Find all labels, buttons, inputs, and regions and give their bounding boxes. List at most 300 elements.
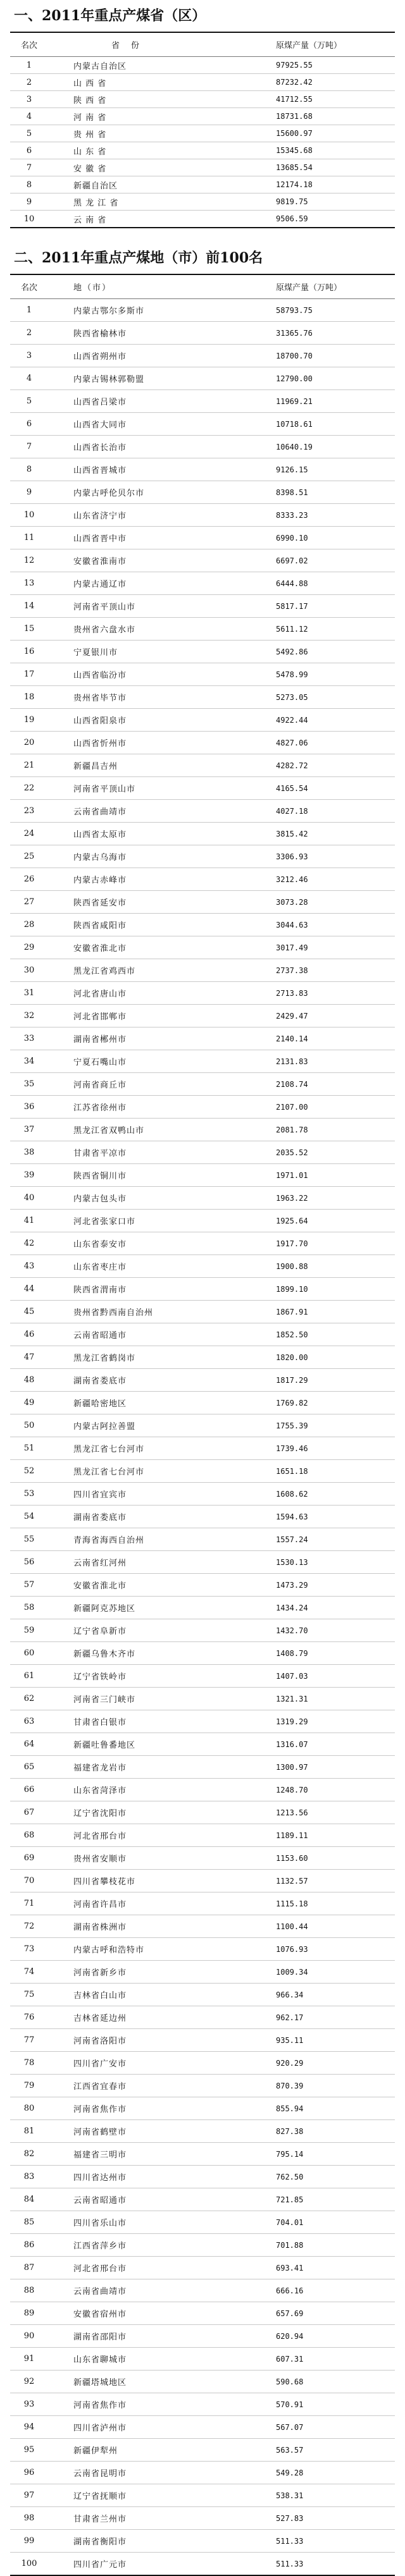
output-cell: 4827.06 <box>238 732 395 754</box>
rank-cell: 8 <box>10 458 48 481</box>
rank-cell: 85 <box>10 2211 48 2234</box>
table-row <box>10 2075 395 2097</box>
rank-cell: 24 <box>10 823 48 845</box>
rank-cell: 97 <box>10 2484 48 2507</box>
output-cell: 1769.82 <box>238 1392 395 1414</box>
output-cell: 1473.29 <box>238 1574 395 1597</box>
name-cell: 内蒙古锡林郭勒盟 <box>48 367 238 390</box>
name-cell: 山西省朔州市 <box>48 345 238 367</box>
rank-cell: 9 <box>10 193 48 211</box>
output-cell: 666.16 <box>238 2279 395 2302</box>
table-row <box>10 1073 395 1096</box>
rank-cell: 82 <box>10 2143 48 2166</box>
table-row <box>10 345 395 367</box>
output-cell: 1432.70 <box>238 1619 395 1642</box>
rank-cell: 71 <box>10 1892 48 1915</box>
table-row <box>10 1369 395 1392</box>
name-cell: 新疆自治区 <box>48 176 238 193</box>
output-cell: 567.07 <box>238 2416 395 2439</box>
table-row <box>10 982 395 1005</box>
output-cell: 41712.55 <box>238 91 395 108</box>
output-cell: 6697.02 <box>238 549 395 572</box>
rank-cell: 33 <box>10 1027 48 1050</box>
name-cell: 新疆伊犁州 <box>48 2439 238 2462</box>
rank-cell: 43 <box>10 1255 48 1278</box>
output-cell: 620.94 <box>238 2325 395 2348</box>
name-cell: 贵州省毕节市 <box>48 686 238 709</box>
table-row <box>10 1460 395 1483</box>
rank-cell: 41 <box>10 1210 48 1232</box>
output-cell: 966.34 <box>238 1984 395 2006</box>
rank-cell: 28 <box>10 914 48 936</box>
output-cell: 10640.19 <box>238 436 395 458</box>
output-cell: 2131.83 <box>238 1050 395 1073</box>
name-cell: 湖南省株洲市 <box>48 1915 238 1938</box>
name-cell: 甘肃省平凉市 <box>48 1141 238 1164</box>
rank-cell: 29 <box>10 936 48 959</box>
output-cell: 15345.68 <box>238 142 395 159</box>
output-cell: 1009.34 <box>238 1961 395 1984</box>
name-cell: 山西省晋中市 <box>48 527 238 549</box>
table-row <box>10 1619 395 1642</box>
output-cell: 1248.70 <box>238 1779 395 1801</box>
table-row <box>10 1756 395 1779</box>
rank-cell: 14 <box>10 595 48 618</box>
table-row <box>10 1232 395 1255</box>
rank-cell: 54 <box>10 1506 48 1528</box>
table-row <box>10 504 395 527</box>
rank-cell: 63 <box>10 1710 48 1733</box>
rank-cell: 88 <box>10 2279 48 2302</box>
name-cell: 山 东 省 <box>48 142 238 159</box>
output-cell: 1300.97 <box>238 1756 395 1779</box>
table-row <box>10 2188 395 2211</box>
output-cell: 704.01 <box>238 2211 395 2234</box>
rank-cell: 4 <box>10 108 48 125</box>
name-cell: 陕西省铜川市 <box>48 1164 238 1187</box>
output-cell: 855.94 <box>238 2097 395 2120</box>
output-cell: 1213.56 <box>238 1801 395 1824</box>
name-cell: 河南省商丘市 <box>48 1073 238 1096</box>
rank-cell: 23 <box>10 800 48 823</box>
section2-title: 二、2011年重点产煤地（市）前100名 <box>14 250 263 266</box>
name-cell: 贵州省黔西南自治州 <box>48 1301 238 1323</box>
name-cell: 辽宁省阜新市 <box>48 1619 238 1642</box>
name-cell: 山西省长治市 <box>48 436 238 458</box>
name-cell: 青海省海西自治州 <box>48 1528 238 1551</box>
table-row <box>10 211 395 228</box>
table-row <box>10 823 395 845</box>
output-cell: 511.33 <box>238 2553 395 2576</box>
rank-cell: 1 <box>10 299 48 322</box>
name-cell: 湖南省衡阳市 <box>48 2530 238 2553</box>
rank-cell: 60 <box>10 1642 48 1665</box>
table-row <box>10 125 395 142</box>
table-row <box>10 2279 395 2302</box>
table-row <box>10 2348 395 2371</box>
name-cell: 内蒙古阿拉善盟 <box>48 1414 238 1437</box>
table-row <box>10 1164 395 1187</box>
output-cell: 1917.70 <box>238 1232 395 1255</box>
table-row <box>10 1278 395 1301</box>
rank-cell: 6 <box>10 142 48 159</box>
table-row <box>10 1027 395 1050</box>
table-row <box>10 1301 395 1323</box>
name-cell: 山东省枣庄市 <box>48 1255 238 1278</box>
province-output-table <box>10 32 395 228</box>
table-row <box>10 2211 395 2234</box>
name-cell: 陕西省咸阳市 <box>48 914 238 936</box>
table-row <box>10 2257 395 2279</box>
output-cell: 570.91 <box>238 2393 395 2416</box>
output-cell: 5273.05 <box>238 686 395 709</box>
output-cell: 1867.91 <box>238 1301 395 1323</box>
table-row <box>10 641 395 663</box>
table-row <box>10 2507 395 2530</box>
table-header-row <box>10 32 395 57</box>
table-row <box>10 142 395 159</box>
table-row <box>10 1506 395 1528</box>
name-cell: 内蒙古通辽市 <box>48 572 238 595</box>
table-row <box>10 2052 395 2075</box>
output-cell: 795.14 <box>238 2143 395 2166</box>
rank-cell: 93 <box>10 2393 48 2416</box>
output-cell: 527.83 <box>238 2507 395 2530</box>
name-cell: 山 西 省 <box>48 74 238 91</box>
output-cell: 3212.46 <box>238 868 395 891</box>
output-cell: 1076.93 <box>238 1938 395 1961</box>
table-row <box>10 2371 395 2393</box>
name-cell: 贵 州 省 <box>48 125 238 142</box>
rank-cell: 9 <box>10 481 48 504</box>
output-cell: 11969.21 <box>238 390 395 413</box>
table-row <box>10 527 395 549</box>
rank-cell: 94 <box>10 2416 48 2439</box>
name-cell: 陕西省延安市 <box>48 891 238 914</box>
name-cell: 安 徽 省 <box>48 159 238 176</box>
header-province: 省份 <box>48 32 238 57</box>
name-cell: 黑龙江省鸡西市 <box>48 959 238 982</box>
output-cell: 6444.88 <box>238 572 395 595</box>
name-cell: 河南省新乡市 <box>48 1961 238 1984</box>
name-cell: 山西省大同市 <box>48 413 238 436</box>
rank-cell: 77 <box>10 2029 48 2052</box>
table-row <box>10 891 395 914</box>
rank-cell: 56 <box>10 1551 48 1574</box>
output-cell: 1608.62 <box>238 1483 395 1506</box>
output-cell: 1925.64 <box>238 1210 395 1232</box>
table-header-row <box>10 274 395 299</box>
output-cell: 3815.42 <box>238 823 395 845</box>
name-cell: 黑 龙 江 省 <box>48 193 238 211</box>
name-cell: 河南省焦作市 <box>48 2097 238 2120</box>
table-row <box>10 1414 395 1437</box>
name-cell: 安徽省淮南市 <box>48 549 238 572</box>
table-row <box>10 390 395 413</box>
table-row <box>10 367 395 390</box>
name-cell: 内蒙古赤峰市 <box>48 868 238 891</box>
output-cell: 1755.39 <box>238 1414 395 1437</box>
rank-cell: 86 <box>10 2234 48 2257</box>
table-row <box>10 1483 395 1506</box>
rank-cell: 44 <box>10 1278 48 1301</box>
rank-cell: 19 <box>10 709 48 732</box>
header-output: 原煤产量（万吨） <box>238 274 395 299</box>
rank-cell: 68 <box>10 1824 48 1847</box>
name-cell: 陕西省榆林市 <box>48 322 238 345</box>
table-row <box>10 1779 395 1801</box>
output-cell: 538.31 <box>238 2484 395 2507</box>
rank-cell: 15 <box>10 618 48 641</box>
output-cell: 5478.99 <box>238 663 395 686</box>
table-row <box>10 2530 395 2553</box>
output-cell: 1899.10 <box>238 1278 395 1301</box>
name-cell: 山西省忻州市 <box>48 732 238 754</box>
name-cell: 河北省唐山市 <box>48 982 238 1005</box>
name-cell: 河南省平顶山市 <box>48 777 238 800</box>
rank-cell: 87 <box>10 2257 48 2279</box>
rank-cell: 37 <box>10 1119 48 1141</box>
output-cell: 920.29 <box>238 2052 395 2075</box>
name-cell: 黑龙江省鹤岗市 <box>48 1346 238 1369</box>
table-row <box>10 777 395 800</box>
rank-cell: 12 <box>10 549 48 572</box>
rank-cell: 8 <box>10 176 48 193</box>
name-cell: 江西省宜春市 <box>48 2075 238 2097</box>
name-cell: 云南省曲靖市 <box>48 800 238 823</box>
name-cell: 安徽省淮北市 <box>48 936 238 959</box>
name-cell: 河北省张家口市 <box>48 1210 238 1232</box>
rank-cell: 67 <box>10 1801 48 1824</box>
output-cell: 3017.49 <box>238 936 395 959</box>
output-cell: 1408.79 <box>238 1642 395 1665</box>
name-cell: 山东省济宁市 <box>48 504 238 527</box>
name-cell: 福建省龙岩市 <box>48 1756 238 1779</box>
rank-cell: 32 <box>10 1005 48 1027</box>
table-row <box>10 2029 395 2052</box>
output-cell: 607.31 <box>238 2348 395 2371</box>
output-cell: 1557.24 <box>238 1528 395 1551</box>
output-cell: 511.33 <box>238 2530 395 2553</box>
rank-cell: 57 <box>10 1574 48 1597</box>
name-cell: 山西省晋城市 <box>48 458 238 481</box>
name-cell: 新疆吐鲁番地区 <box>48 1733 238 1756</box>
table-row <box>10 686 395 709</box>
output-cell: 3073.28 <box>238 891 395 914</box>
table-row <box>10 91 395 108</box>
output-cell: 1321.31 <box>238 1688 395 1710</box>
output-cell: 693.41 <box>238 2257 395 2279</box>
table-row <box>10 1323 395 1346</box>
table-row <box>10 1187 395 1210</box>
name-cell: 四川省攀枝花市 <box>48 1870 238 1892</box>
rank-cell: 92 <box>10 2371 48 2393</box>
rank-cell: 49 <box>10 1392 48 1414</box>
name-cell: 河南省三门峡市 <box>48 1688 238 1710</box>
name-cell: 内蒙古鄂尔多斯市 <box>48 299 238 322</box>
output-cell: 721.85 <box>238 2188 395 2211</box>
name-cell: 黑龙江省七台河市 <box>48 1460 238 1483</box>
output-cell: 10718.61 <box>238 413 395 436</box>
rank-cell: 2 <box>10 322 48 345</box>
name-cell: 河南省洛阳市 <box>48 2029 238 2052</box>
output-cell: 9126.15 <box>238 458 395 481</box>
output-cell: 1594.63 <box>238 1506 395 1528</box>
output-cell: 2713.83 <box>238 982 395 1005</box>
name-cell: 内蒙古呼和浩特市 <box>48 1938 238 1961</box>
table-row <box>10 193 395 211</box>
table-row <box>10 709 395 732</box>
name-cell: 黑龙江省七台河市 <box>48 1437 238 1460</box>
name-cell: 河南省鹤壁市 <box>48 2120 238 2143</box>
output-cell: 549.28 <box>238 2462 395 2484</box>
output-cell: 9819.75 <box>238 193 395 211</box>
output-cell: 2140.14 <box>238 1027 395 1050</box>
table-row <box>10 868 395 891</box>
rank-cell: 62 <box>10 1688 48 1710</box>
table-row <box>10 1801 395 1824</box>
table-row <box>10 1938 395 1961</box>
name-cell: 山西省临汾市 <box>48 663 238 686</box>
table-row <box>10 1710 395 1733</box>
output-cell: 762.50 <box>238 2166 395 2188</box>
output-cell: 4027.18 <box>238 800 395 823</box>
table-row <box>10 800 395 823</box>
header-rank: 名次 <box>10 32 48 57</box>
name-cell: 河 南 省 <box>48 108 238 125</box>
name-cell: 河北省邯郸市 <box>48 1005 238 1027</box>
table-row <box>10 108 395 125</box>
rank-cell: 13 <box>10 572 48 595</box>
rank-cell: 3 <box>10 345 48 367</box>
name-cell: 云南省昆明市 <box>48 2462 238 2484</box>
rank-cell: 3 <box>10 91 48 108</box>
rank-cell: 78 <box>10 2052 48 2075</box>
rank-cell: 11 <box>10 527 48 549</box>
table-row <box>10 57 395 74</box>
table-row <box>10 2234 395 2257</box>
rank-cell: 31 <box>10 982 48 1005</box>
city-output-table <box>10 274 395 2576</box>
table-row <box>10 1688 395 1710</box>
rank-cell: 46 <box>10 1323 48 1346</box>
table-row <box>10 2143 395 2166</box>
output-cell: 962.17 <box>238 2006 395 2029</box>
header-output: 原煤产量（万吨） <box>238 32 395 57</box>
table-row <box>10 595 395 618</box>
name-cell: 宁夏石嘴山市 <box>48 1050 238 1073</box>
table-row <box>10 2393 395 2416</box>
table-row <box>10 481 395 504</box>
output-cell: 1434.24 <box>238 1597 395 1619</box>
output-cell: 1739.46 <box>238 1437 395 1460</box>
rank-cell: 2 <box>10 74 48 91</box>
rank-cell: 48 <box>10 1369 48 1392</box>
name-cell: 黑龙江省双鸭山市 <box>48 1119 238 1141</box>
name-cell: 山东省菏泽市 <box>48 1779 238 1801</box>
table-row <box>10 1392 395 1414</box>
rank-cell: 38 <box>10 1141 48 1164</box>
header-city: 地（市） <box>48 274 238 299</box>
output-cell: 1852.50 <box>238 1323 395 1346</box>
output-cell: 31365.76 <box>238 322 395 345</box>
table-row <box>10 732 395 754</box>
output-cell: 12174.18 <box>238 176 395 193</box>
rank-cell: 58 <box>10 1597 48 1619</box>
table-row <box>10 74 395 91</box>
rank-cell: 83 <box>10 2166 48 2188</box>
output-cell: 1319.29 <box>238 1710 395 1733</box>
rank-cell: 76 <box>10 2006 48 2029</box>
table-row <box>10 436 395 458</box>
name-cell: 新疆昌吉州 <box>48 754 238 777</box>
table-row <box>10 2484 395 2507</box>
output-cell: 18700.70 <box>238 345 395 367</box>
output-cell: 58793.75 <box>238 299 395 322</box>
rank-cell: 99 <box>10 2530 48 2553</box>
output-cell: 6990.10 <box>238 527 395 549</box>
rank-cell: 42 <box>10 1232 48 1255</box>
rank-cell: 4 <box>10 367 48 390</box>
output-cell: 1407.03 <box>238 1665 395 1688</box>
rank-cell: 26 <box>10 868 48 891</box>
rank-cell: 39 <box>10 1164 48 1187</box>
output-cell: 13685.54 <box>238 159 395 176</box>
rank-cell: 21 <box>10 754 48 777</box>
table-row <box>10 1255 395 1278</box>
rank-cell: 91 <box>10 2348 48 2371</box>
table-row <box>10 299 395 322</box>
output-cell: 4922.44 <box>238 709 395 732</box>
rank-cell: 79 <box>10 2075 48 2097</box>
rank-cell: 69 <box>10 1847 48 1870</box>
name-cell: 河南省平顶山市 <box>48 595 238 618</box>
output-cell: 1963.22 <box>238 1187 395 1210</box>
output-cell: 870.39 <box>238 2075 395 2097</box>
table-row <box>10 2097 395 2120</box>
name-cell: 辽宁省铁岭市 <box>48 1665 238 1688</box>
table-row <box>10 1551 395 1574</box>
name-cell: 河北省邢台市 <box>48 1824 238 1847</box>
output-cell: 2035.52 <box>238 1141 395 1164</box>
name-cell: 山东省泰安市 <box>48 1232 238 1255</box>
rank-cell: 18 <box>10 686 48 709</box>
name-cell: 河南省许昌市 <box>48 1892 238 1915</box>
name-cell: 新疆哈密地区 <box>48 1392 238 1414</box>
table-row <box>10 413 395 436</box>
name-cell: 陕西省渭南市 <box>48 1278 238 1301</box>
rank-cell: 35 <box>10 1073 48 1096</box>
table-row <box>10 914 395 936</box>
name-cell: 云南省曲靖市 <box>48 2279 238 2302</box>
name-cell: 四川省宜宾市 <box>48 1483 238 1506</box>
output-cell: 18731.68 <box>238 108 395 125</box>
table-row <box>10 1528 395 1551</box>
table-row <box>10 2553 395 2576</box>
output-cell: 12790.00 <box>238 367 395 390</box>
table-row <box>10 663 395 686</box>
rank-cell: 81 <box>10 2120 48 2143</box>
table-row <box>10 572 395 595</box>
rank-cell: 90 <box>10 2325 48 2348</box>
table-row <box>10 1141 395 1164</box>
table-row <box>10 458 395 481</box>
name-cell: 四川省广元市 <box>48 2553 238 2576</box>
rank-cell: 6 <box>10 413 48 436</box>
table-row <box>10 1119 395 1141</box>
rank-cell: 95 <box>10 2439 48 2462</box>
rank-cell: 7 <box>10 436 48 458</box>
